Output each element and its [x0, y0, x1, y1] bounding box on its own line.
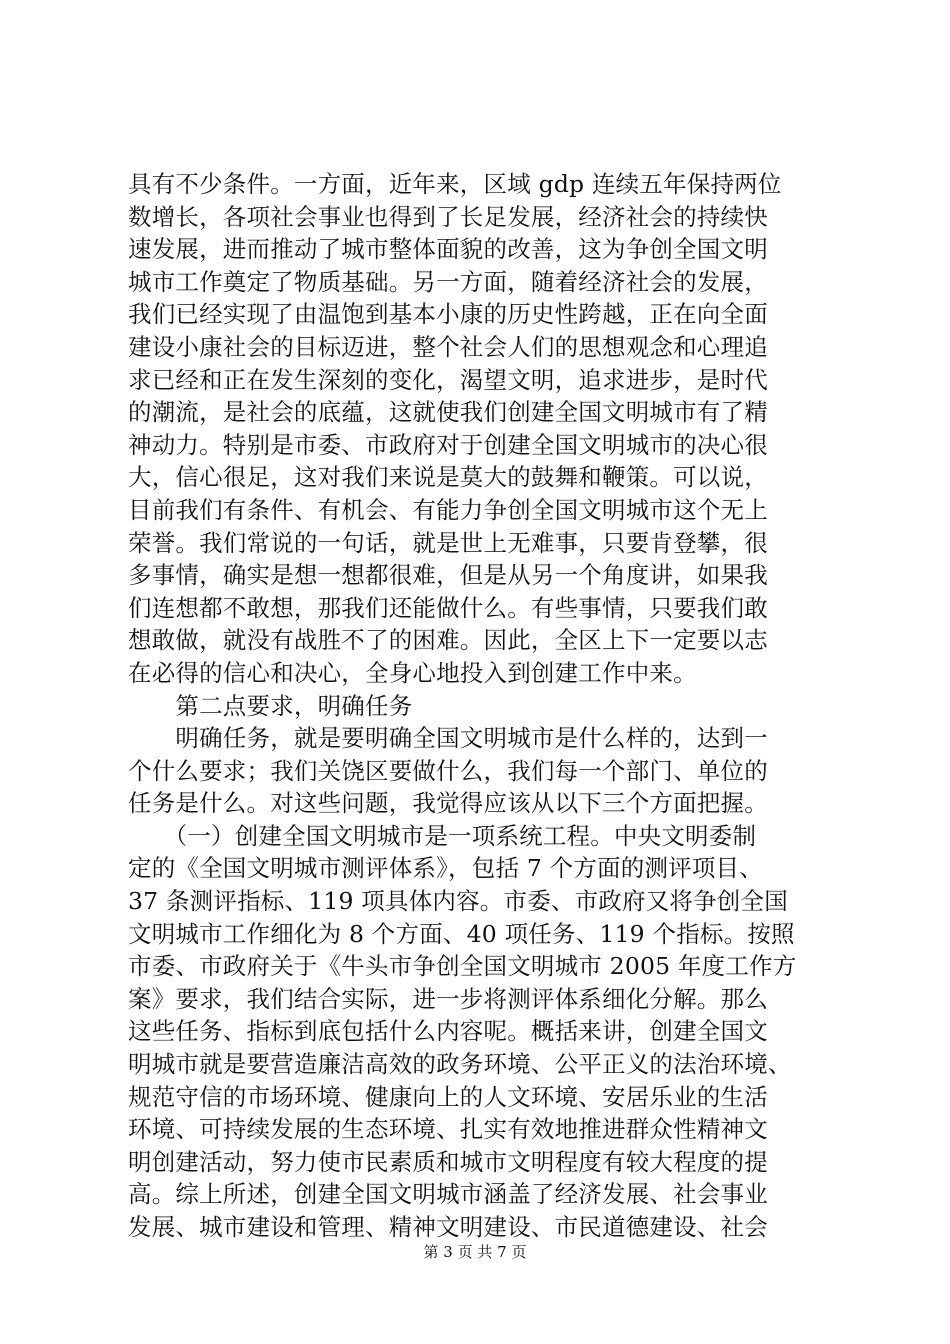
text-line: 个什么要求；我们关饶区要做什么，我们每一个部门、单位的	[128, 756, 768, 785]
text-line: 明创建活动，努力使市民素质和城市文明程度有较大程度的提	[128, 1147, 768, 1176]
body-text	[128, 168, 828, 1244]
text-line: 环境、可持续发展的生态环境、扎实有效地推进群众性精神文	[128, 1115, 768, 1144]
text-line: 具有不少条件。一方面，近年来，区域 gdp 连续五年保持两位	[128, 170, 782, 198]
text-line: 速发展，进而推动了城市整体面貌的改善，这为争创全国文明	[128, 235, 768, 264]
text-line: 发展、城市建设和管理、精神文明建设、市民道德建设、社会	[128, 1213, 768, 1241]
text-line: 市委、市政府关于《牛头市争创全国文明城市 2005 年度工作方	[128, 952, 797, 981]
text-line: 目前我们有条件、有机会、有能力争创全国文明城市这个无上	[128, 495, 768, 524]
text-line: 数增长，各项社会事业也得到了长足发展，经济社会的持续快	[128, 202, 768, 231]
text-line: 案》要求，我们结合实际，进一步将测评体系细化分解。那么	[128, 984, 768, 1013]
text-line: 定的《全国文明城市测评体系》，包括 7 个方面的测评项目、	[128, 854, 763, 883]
text-line: （一）创建全国文明城市是一项系统工程。中央文明委制	[128, 821, 757, 850]
text-line: 大，信心很足，这对我们来说是莫大的鼓舞和鞭策。可以说，	[128, 463, 768, 492]
text-line: 明城市就是要营造廉洁高效的政务环境、公平正义的法治环境、	[128, 1050, 792, 1079]
text-line: 文明城市工作细化为 8 个方面、40 项任务、119 个指标。按照	[128, 919, 795, 948]
text-line: 们连想都不敢想，那我们还能做什么。有些事情，只要我们敢	[128, 593, 768, 622]
text-line: 求已经和正在发生深刻的变化，渴望文明，追求进步，是时代	[128, 365, 768, 394]
text-line: 想敢做，就没有战胜不了的困难。因此，全区上下一定要以志	[128, 626, 768, 655]
text-line: 任务是什么。对这些问题，我觉得应该从以下三个方面把握。	[128, 789, 768, 818]
text-line: 多事情，确实是想一想都很难，但是从另一个角度讲，如果我	[128, 561, 768, 590]
text-line: 城市工作奠定了物质基础。另一方面，随着经济社会的发展，	[128, 267, 768, 296]
text-line: 第二点要求，明确任务	[128, 691, 413, 720]
text-line: 在必得的信心和决心，全身心地投入到创建工作中来。	[128, 658, 697, 687]
page-footer: 第 3 页 共 7 页	[423, 1243, 527, 1261]
text-line: 这些任务、指标到底包括什么内容呢。概括来讲，创建全国文	[128, 1017, 768, 1046]
text-line: 建设小康社会的目标迈进，整个社会人们的思想观念和心理追	[128, 332, 768, 361]
text-line: 神动力。特别是市委、市政府对于创建全国文明城市的决心很	[128, 430, 768, 459]
text-line: 我们已经实现了由温饱到基本小康的历史性跨越，正在向全面	[128, 300, 768, 329]
text-line: 荣誉。我们常说的一句话，就是世上无难事，只要肯登攀，很	[128, 528, 768, 557]
text-line: 37 条测评指标、119 项具体内容。市委、市政府又将争创全国	[128, 887, 788, 916]
text-line: 明确任务，就是要明确全国文明城市是什么样的，达到一	[128, 724, 768, 753]
text-line: 高。综上所述，创建全国文明城市涵盖了经济发展、社会事业	[128, 1180, 768, 1209]
text-line: 的潮流，是社会的底蕴，这就使我们创建全国文明城市有了精	[128, 398, 768, 427]
text-line: 规范守信的市场环境、健康向上的人文环境、安居乐业的生活	[128, 1082, 768, 1111]
